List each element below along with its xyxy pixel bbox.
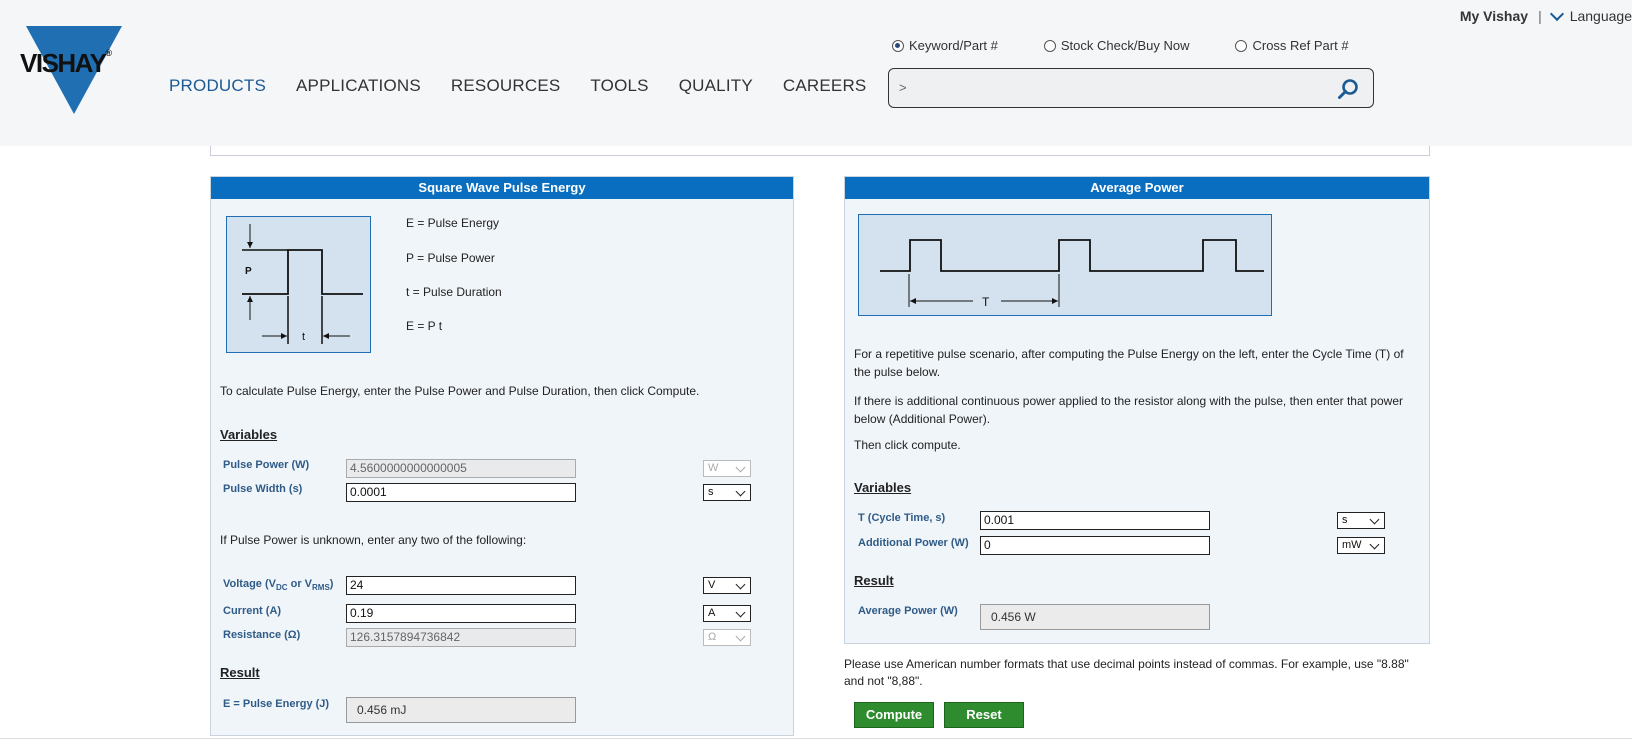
nav-quality[interactable]: QUALITY xyxy=(678,76,753,95)
content-top-border xyxy=(210,146,1430,156)
average-power-title: Average Power xyxy=(845,177,1429,199)
additional-power-unit-value: mW xyxy=(1342,539,1362,551)
right-result-heading: Result xyxy=(854,573,894,588)
logo-registered-mark: ® xyxy=(105,48,111,58)
my-vishay-link[interactable]: My Vishay xyxy=(1459,8,1529,24)
pulse-power-input[interactable]: 4.5600000000000005 xyxy=(346,459,576,478)
current-unit-value: A xyxy=(708,607,716,619)
voltage-label xyxy=(223,578,333,592)
chevron-down-icon xyxy=(1370,540,1380,550)
number-format-note: Please use American number formats that use decimal points instead of commas. For example, use "8.88" and not "8,88". xyxy=(844,657,1409,688)
additional-power-input[interactable]: 0 xyxy=(980,536,1210,555)
top-utility-links xyxy=(1460,8,1632,24)
logo-wordmark xyxy=(20,48,111,79)
repetitive-pulse-text: For a repetitive pulse scenario, after computing the Pulse Energy on the left, enter the Cycle Time (T) of the pulse below. xyxy=(854,347,1404,379)
legend-formula: E = P t xyxy=(406,319,443,333)
average-power-diagram xyxy=(858,214,1273,317)
pulse-width-unit-select[interactable] xyxy=(703,484,751,501)
resistance-unit-value: Ω xyxy=(708,631,717,643)
nav-careers[interactable]: CAREERS xyxy=(782,76,867,95)
voltage-label-suffix: ) xyxy=(329,578,334,590)
voltage-label-dc: DC xyxy=(275,583,288,593)
pulse-power-unit-select[interactable] xyxy=(703,460,751,477)
cycle-time-unit-select[interactable] xyxy=(1337,512,1385,529)
pulse-energy-result-value: 0.456 mJ xyxy=(346,697,576,723)
reset-button[interactable]: Reset xyxy=(944,702,1024,728)
radio-keyword[interactable] xyxy=(892,38,998,53)
search-input[interactable] xyxy=(888,68,1374,108)
additional-power-label: Additional Power (W) xyxy=(858,537,969,549)
average-power-panel xyxy=(844,176,1430,644)
utility-separator: | xyxy=(1538,8,1542,24)
right-variables-heading: Variables xyxy=(854,480,912,495)
chevron-down-icon xyxy=(736,463,746,473)
legend-power: P = Pulse Power xyxy=(406,251,495,265)
current-input[interactable]: 0.19 xyxy=(346,604,576,623)
vishay-logo[interactable] xyxy=(20,26,126,114)
search-mode-options xyxy=(892,38,1395,53)
additional-power-text: If there is additional continuous power applied to the resistor along with the pulse, then enter that power below (Additional Power). xyxy=(854,394,1404,426)
nav-products[interactable]: PRODUCTS xyxy=(169,76,266,95)
chevron-down-icon[interactable] xyxy=(1550,7,1564,21)
average-power-result-label: Average Power (W) xyxy=(858,605,958,617)
current-unit-select[interactable] xyxy=(703,605,751,622)
radio-unselected-icon[interactable] xyxy=(1235,40,1247,52)
legend-duration: t = Pulse Duration xyxy=(406,285,502,299)
resistance-input[interactable]: 126.3157894736842 xyxy=(346,628,576,647)
voltage-label-prefix: Voltage (V xyxy=(223,578,276,590)
radio-keyword-label: Keyword/Part # xyxy=(909,38,998,53)
compute-button[interactable]: Compute xyxy=(854,702,934,728)
radio-selected-icon[interactable] xyxy=(892,40,904,52)
diagram-cycle-t-label: T xyxy=(982,295,990,309)
chevron-down-icon xyxy=(736,632,746,642)
chevron-down-icon xyxy=(736,608,746,618)
main-nav xyxy=(169,76,896,96)
unknown-power-note: If Pulse Power is unknown, enter any two of the following: xyxy=(220,533,527,547)
additional-power-unit-select[interactable] xyxy=(1337,537,1385,554)
left-variables-heading: Variables xyxy=(220,427,278,442)
voltage-unit-value: V xyxy=(708,579,716,591)
site-header xyxy=(0,0,1632,146)
pulse-energy-title: Square Wave Pulse Energy xyxy=(211,177,793,199)
nav-resources[interactable]: RESOURCES xyxy=(450,76,561,95)
cycle-time-unit-value: s xyxy=(1342,514,1348,526)
pulse-energy-panel xyxy=(210,176,794,736)
then-compute-text: Then click compute. xyxy=(854,438,961,452)
pulse-width-unit-value: s xyxy=(708,486,714,498)
radio-cross-ref[interactable] xyxy=(1235,38,1348,53)
cycle-time-label: T (Cycle Time, s) xyxy=(858,512,946,524)
radio-stock-check-label: Stock Check/Buy Now xyxy=(1060,38,1190,53)
diagram-t-label: t xyxy=(302,331,306,343)
radio-stock-check[interactable] xyxy=(1044,38,1190,53)
resistance-label: Resistance (Ω) xyxy=(223,629,301,641)
logo-text: VISHAY xyxy=(20,48,106,78)
current-label: Current (A) xyxy=(223,605,282,617)
cycle-time-input[interactable]: 0.001 xyxy=(980,511,1210,530)
resistance-unit-select[interactable] xyxy=(703,629,751,646)
pulse-energy-result-label: E = Pulse Energy (J) xyxy=(223,698,330,710)
radio-unselected-icon[interactable] xyxy=(1044,40,1056,52)
page-bottom-divider xyxy=(0,738,1632,739)
pulse-width-label: Pulse Width (s) xyxy=(223,483,303,495)
search-icon[interactable] xyxy=(1337,78,1359,100)
pulse-energy-instructions: To calculate Pulse Energy, enter the Pulse Power and Pulse Duration, then click Compute. xyxy=(220,384,700,398)
nav-applications[interactable]: APPLICATIONS xyxy=(296,76,421,95)
pulse-power-label: Pulse Power (W) xyxy=(223,459,310,471)
diagram-p-label: P xyxy=(245,266,252,277)
search-placeholder: > xyxy=(899,80,907,95)
chevron-down-icon xyxy=(1370,515,1380,525)
pulse-width-input[interactable]: 0.0001 xyxy=(346,483,576,502)
chevron-down-icon xyxy=(736,580,746,590)
voltage-label-mid: or V xyxy=(287,578,312,590)
left-result-heading: Result xyxy=(220,665,260,680)
voltage-input[interactable]: 24 xyxy=(346,576,576,595)
nav-tools[interactable]: TOOLS xyxy=(590,76,649,95)
language-selector[interactable]: Language xyxy=(1569,8,1632,24)
pulse-energy-diagram xyxy=(226,216,372,354)
voltage-unit-select[interactable] xyxy=(703,577,751,594)
radio-cross-ref-label: Cross Ref Part # xyxy=(1252,38,1349,53)
legend-energy: E = Pulse Energy xyxy=(406,216,500,230)
average-power-result-value: 0.456 W xyxy=(980,604,1210,630)
voltage-label-rms: RMS xyxy=(312,583,330,593)
chevron-down-icon xyxy=(736,487,746,497)
pulse-power-unit-value: W xyxy=(708,462,719,474)
